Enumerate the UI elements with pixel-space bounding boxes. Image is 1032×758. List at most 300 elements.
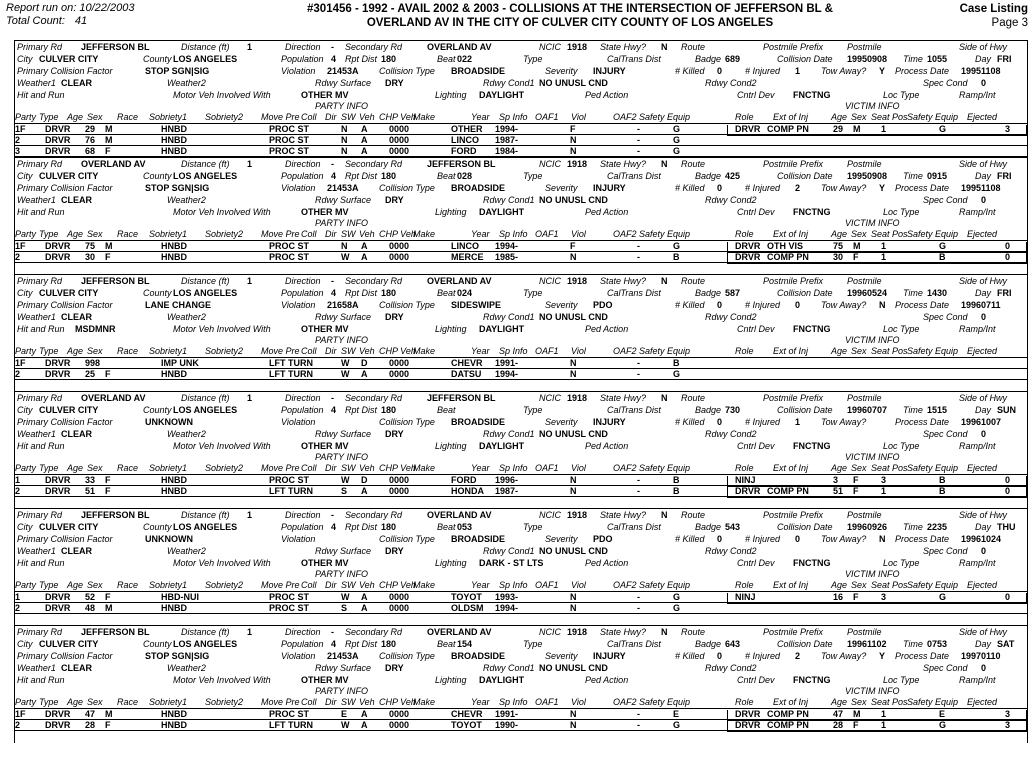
party-sw: A xyxy=(361,603,368,613)
party-sw: A xyxy=(361,241,368,251)
party-col-header: Make xyxy=(413,697,436,707)
victim-role: NINJ xyxy=(735,592,756,602)
mviw: OTHER MV xyxy=(301,558,349,568)
party-oaf1: N xyxy=(570,475,577,485)
victim-row-box xyxy=(727,487,1027,498)
victim-sex: F xyxy=(853,720,859,730)
killed: 0 xyxy=(717,534,723,544)
weather2-label: Weather2 xyxy=(167,312,206,322)
tow-away: N xyxy=(879,534,886,544)
page-number: Page 3 xyxy=(991,17,1028,29)
primary-rd: JEFFERSON BL xyxy=(81,276,150,286)
party-col-header: OAF1 xyxy=(535,112,559,122)
violation-label: Violation xyxy=(281,417,316,427)
victim-role: DRVR xyxy=(735,252,761,262)
victim-col-header: Safety Equip xyxy=(907,229,959,239)
collision-date: 19960926 xyxy=(847,522,888,532)
victim-ext-of-inj: OTH VIS xyxy=(767,241,804,251)
party-column-headers xyxy=(15,580,1027,592)
party-make: DATSU xyxy=(451,369,482,379)
party-col-header: SW xyxy=(341,112,356,122)
party-col-header: Sex xyxy=(87,697,103,707)
party-year: 1991 xyxy=(495,358,516,368)
time: 1430 xyxy=(927,288,948,298)
party-oaf2: - xyxy=(637,475,640,485)
party-chp-veh: 0000 xyxy=(389,146,410,156)
party-type: DRVR xyxy=(45,241,71,251)
severity: INJURY xyxy=(593,417,626,427)
lighting-label: Lighting xyxy=(435,324,467,334)
party-col-header: Race xyxy=(117,229,139,239)
report-title-line1: #301456 - 1992 - AVAIL 2002 & 2003 - COLLISIONS AT THE INTERSECTION OF JEFFERSON BL & xyxy=(307,3,833,15)
victim-col-header: Ext of Inj xyxy=(773,346,809,356)
victim-seat-pos: 3 xyxy=(881,592,887,602)
process-date: 19951108 xyxy=(961,183,1001,193)
severity-label: Severity xyxy=(545,651,578,661)
direction-label: Direction xyxy=(285,276,321,286)
distance: 1 xyxy=(247,42,253,52)
party-col-header: SW xyxy=(341,463,356,473)
party-col-header: SW xyxy=(341,580,356,590)
badge-label: Badge xyxy=(695,405,722,415)
victim-col-header: Ejected xyxy=(967,229,998,239)
party-oaf2: - xyxy=(637,592,640,602)
hit-and-run-label: Hit and Run xyxy=(17,324,65,334)
victim-col-header: Role xyxy=(735,463,754,473)
caltrans-dist-label: CalTrans Dist xyxy=(607,522,661,532)
party-safety-equip: G xyxy=(673,146,681,156)
party-number: 3 xyxy=(15,146,21,156)
party-col-header: Coll xyxy=(301,112,317,122)
report-header-right xyxy=(960,2,1028,30)
loc-type-label: Loc Type xyxy=(883,207,920,217)
victim-ejected: 0 xyxy=(1005,252,1011,262)
party-sobriety1: HNBD xyxy=(161,709,187,719)
party-make: CHEVR xyxy=(451,709,483,719)
lighting: DARK - ST LTS xyxy=(479,558,544,568)
party-age: 47 xyxy=(85,709,96,719)
total-count-label: Total Count: xyxy=(6,15,65,27)
spec-cond-label: Spec Cond xyxy=(923,312,968,322)
party-col-header: SW xyxy=(341,697,356,707)
killed: 0 xyxy=(717,300,723,310)
victim-role: NINJ xyxy=(735,475,756,485)
party-col-header: Viol xyxy=(571,580,586,590)
caltrans-dist-label: CalTrans Dist xyxy=(607,639,661,649)
tow-away: N xyxy=(879,300,886,310)
violation-label: Violation xyxy=(281,66,316,76)
population: 4 xyxy=(331,288,337,298)
party-move-pre: PROC ST xyxy=(269,124,310,134)
postmile-label: Postmile xyxy=(847,510,882,520)
day: FRI xyxy=(997,288,1012,298)
injured-label: # Injured xyxy=(745,300,781,310)
postmile-prefix-label: Postmile Prefix xyxy=(763,510,824,520)
victim-col-header: Safety Equip xyxy=(907,463,959,473)
party-oaf1: N xyxy=(570,135,577,145)
secondary-rd: OVERLAND AV xyxy=(427,276,492,286)
party-sw: A xyxy=(361,486,368,496)
type-label: Type xyxy=(523,54,543,64)
rdwy-cond2-label: Rdwy Cond2 xyxy=(705,546,757,556)
primary-rd: OVERLAND AV xyxy=(81,393,146,403)
party-col-header: Veh xyxy=(359,463,375,473)
beat-label: Beat xyxy=(437,405,456,415)
primary-rd: OVERLAND AV xyxy=(81,159,146,169)
party-dir: S xyxy=(341,603,348,613)
victim-role: DRVR xyxy=(735,124,761,134)
weather2-label: Weather2 xyxy=(167,663,206,673)
party-sw: A xyxy=(361,252,368,262)
party-number: 2 xyxy=(15,135,21,145)
party-year: 1993 xyxy=(495,592,516,602)
route-label: Route xyxy=(681,393,706,403)
killed-label: # Killed xyxy=(675,417,705,427)
party-sobriety1: HNBD xyxy=(161,124,187,134)
party-sw: D xyxy=(361,358,368,368)
collision-type-label: Collision Type xyxy=(379,300,435,310)
victim-col-header: Role xyxy=(735,580,754,590)
loc-type-label: Loc Type xyxy=(883,324,920,334)
party-age: 28 xyxy=(85,720,96,730)
collision-type: BROADSIDE xyxy=(451,651,506,661)
day: THU xyxy=(997,522,1016,532)
rdwy-cond1-label: Rdwy Cond1 xyxy=(483,312,535,322)
party-col-header: Sp Info xyxy=(499,580,528,590)
party-col-header: Sobriety2 xyxy=(205,346,244,356)
county: LOS ANGELES xyxy=(173,639,238,649)
mviw-label: Motor Veh Involved With xyxy=(173,558,271,568)
weather2-label: Weather2 xyxy=(167,546,206,556)
victim-col-header: Age xyxy=(831,229,848,239)
party-age: 52 xyxy=(85,592,96,602)
day-label: Day xyxy=(975,405,992,415)
party-sobriety1: HNBD xyxy=(161,252,187,262)
victim-col-header: Role xyxy=(735,697,754,707)
ramp-int-label: Ramp/Int xyxy=(959,675,996,685)
party-safety-equip: B xyxy=(673,486,680,496)
city-label: City xyxy=(17,639,33,649)
party-sw: A xyxy=(361,709,368,719)
party-make: LINCO xyxy=(451,241,479,251)
ncic: 1918 xyxy=(567,276,588,286)
party-sex: M xyxy=(105,603,113,613)
ped-action-label: Ped Action xyxy=(585,90,629,100)
party-dir: N xyxy=(341,135,348,145)
mviw: OTHER MV xyxy=(301,207,349,217)
party-age: 29 xyxy=(85,124,96,134)
caltrans-dist-label: CalTrans Dist xyxy=(607,54,661,64)
party-move-pre: PROC ST xyxy=(269,709,310,719)
county-label: County xyxy=(143,405,172,415)
party-oaf2: - xyxy=(637,252,640,262)
county: LOS ANGELES xyxy=(173,405,238,415)
rdwy-cond1: NO UNUSL CND xyxy=(539,78,608,88)
process-date-label: Process Date xyxy=(895,651,950,661)
injured: 1 xyxy=(795,417,801,427)
victim-ejected: 0 xyxy=(1005,241,1011,251)
distance: 1 xyxy=(247,159,253,169)
party-col-header: Age xyxy=(67,580,84,590)
party-sex: F xyxy=(105,592,111,602)
direction: - xyxy=(331,627,334,637)
type-label: Type xyxy=(523,171,543,181)
party-sex: F xyxy=(105,369,111,379)
cntrl-dev: FNCTNG xyxy=(793,441,831,451)
route-label: Route xyxy=(681,42,706,52)
party-col-header: Party xyxy=(15,112,37,122)
victim-col-header: Age xyxy=(831,112,848,122)
party-chp-veh: 0000 xyxy=(389,124,410,134)
time: 0753 xyxy=(927,639,948,649)
party-number: 2 xyxy=(15,720,21,730)
party-row xyxy=(15,135,1027,146)
party-info-title: PARTY INFO xyxy=(315,218,369,228)
victim-sex: F xyxy=(853,475,859,485)
day-label: Day xyxy=(975,54,992,64)
weather2-label: Weather2 xyxy=(167,429,206,439)
party-col-header: Veh xyxy=(359,580,375,590)
party-sp-info: - xyxy=(515,475,518,485)
primary-rd: JEFFERSON BL xyxy=(81,510,150,520)
primary-rd: JEFFERSON BL xyxy=(81,42,150,52)
secondary-rd: OVERLAND AV xyxy=(427,510,492,520)
county-label: County xyxy=(143,639,172,649)
party-info-title: PARTY INFO xyxy=(315,569,369,579)
party-oaf2: - xyxy=(637,720,640,730)
killed-label: # Killed xyxy=(675,183,705,193)
party-dir: W xyxy=(341,252,350,262)
killed: 0 xyxy=(717,183,723,193)
party-col-header: Veh xyxy=(359,112,375,122)
party-chp-veh: 0000 xyxy=(389,369,410,379)
cntrl-dev-label: Cntrl Dev xyxy=(737,90,775,100)
party-col-header: Coll xyxy=(301,697,317,707)
badge-label: Badge xyxy=(695,171,722,181)
rdwy-cond1: NO UNUSL CND xyxy=(539,429,608,439)
process-date-label: Process Date xyxy=(895,300,950,310)
time-label: Time xyxy=(903,522,923,532)
beat-label: Beat xyxy=(437,288,456,298)
party-col-header: Year xyxy=(471,697,490,707)
party-col-header: OAF1 xyxy=(535,697,559,707)
party-col-header: Race xyxy=(117,463,139,473)
distance: 1 xyxy=(247,510,253,520)
ramp-int-label: Ramp/Int xyxy=(959,558,996,568)
victim-col-header: Sex xyxy=(851,463,867,473)
party-age: 48 xyxy=(85,603,96,613)
badge-label: Badge xyxy=(695,54,722,64)
victim-sex: M xyxy=(853,241,861,251)
victim-info-title: VICTIM INFO xyxy=(845,335,900,345)
rpt-dist: 180 xyxy=(381,288,397,298)
party-move-pre: PROC ST xyxy=(269,603,310,613)
collision-type-label: Collision Type xyxy=(379,183,435,193)
party-col-header: Move Pre xyxy=(261,346,300,356)
county: LOS ANGELES xyxy=(173,522,238,532)
severity-label: Severity xyxy=(545,183,578,193)
rpt-dist: 180 xyxy=(381,54,397,64)
hit-and-run-label: Hit and Run xyxy=(17,558,65,568)
party-sp-info: - xyxy=(515,603,518,613)
party-col-header: Sobriety2 xyxy=(205,112,244,122)
party-dir: W xyxy=(341,475,350,485)
party-col-header: OAF1 xyxy=(535,580,559,590)
party-col-header: Safety Equip xyxy=(639,112,691,122)
party-sp-info: - xyxy=(515,720,518,730)
time-label: Time xyxy=(903,288,923,298)
party-sw: D xyxy=(361,475,368,485)
victim-col-header: Safety Equip xyxy=(907,697,959,707)
victim-safety-equip: B xyxy=(939,486,946,496)
party-sw: A xyxy=(361,146,368,156)
victim-col-header: Seat Pos xyxy=(871,229,908,239)
beat-label: Beat xyxy=(437,522,456,532)
party-age: 25 xyxy=(85,369,96,379)
party-col-header: Sobriety2 xyxy=(205,580,244,590)
party-col-header: Safety Equip xyxy=(639,346,691,356)
spec-cond: 0 xyxy=(981,78,987,88)
lighting: DAYLIGHT xyxy=(479,441,525,451)
party-chp-veh: 0000 xyxy=(389,709,410,719)
party-col-header: Year xyxy=(471,346,490,356)
rpt-dist: 180 xyxy=(381,171,397,181)
party-age: 30 xyxy=(85,252,96,262)
type-label: Type xyxy=(523,288,543,298)
party-col-header: Viol xyxy=(571,463,586,473)
party-number: 2 xyxy=(15,603,21,613)
party-row xyxy=(15,146,1027,157)
collision-date: 19950908 xyxy=(847,171,888,181)
violation-label: Violation xyxy=(281,651,316,661)
population: 4 xyxy=(331,171,337,181)
party-sp-info: - xyxy=(515,146,518,156)
party-col-header: Coll xyxy=(301,463,317,473)
ncic: 1918 xyxy=(567,159,588,169)
party-col-header: Sp Info xyxy=(499,229,528,239)
collision-type-label: Collision Type xyxy=(379,417,435,427)
party-make: OTHER xyxy=(451,124,483,134)
party-age: 76 xyxy=(85,135,96,145)
rpt-dist-label: Rpt Dist xyxy=(345,171,378,181)
party-row xyxy=(15,369,1027,380)
victim-sex: M xyxy=(853,124,861,134)
mviw-label: Motor Veh Involved With xyxy=(173,90,271,100)
violation-label: Violation xyxy=(281,300,316,310)
victim-age: 29 xyxy=(833,124,844,134)
collision-record xyxy=(14,157,1028,275)
run-date-label: Report run on: xyxy=(6,2,77,14)
primary-rd-label: Primary Rd xyxy=(17,510,63,520)
weather2-label: Weather2 xyxy=(167,78,206,88)
pcf-label: Primary Collision Factor xyxy=(17,66,113,76)
party-make: LINCO xyxy=(451,135,479,145)
spec-cond: 0 xyxy=(981,312,987,322)
party-age: 75 xyxy=(85,241,96,251)
side-of-hwy-label: Side of Hwy xyxy=(959,159,1008,169)
secondary-rd-label: Secondary Rd xyxy=(345,42,403,52)
party-number: 1F xyxy=(15,709,26,719)
party-col-header: Sobriety1 xyxy=(149,580,188,590)
party-col-header: Make xyxy=(413,229,436,239)
primary-rd-label: Primary Rd xyxy=(17,393,63,403)
victim-col-header: Ext of Inj xyxy=(773,463,809,473)
victim-col-header: Age xyxy=(831,697,848,707)
rpt-dist-label: Rpt Dist xyxy=(345,405,378,415)
victim-age: 3 xyxy=(833,475,839,485)
party-col-header: Dir xyxy=(325,463,337,473)
side-of-hwy-label: Side of Hwy xyxy=(959,510,1008,520)
party-sp-info: - xyxy=(515,358,518,368)
party-year: 1984 xyxy=(495,146,516,156)
party-sobriety1: HNBD xyxy=(161,720,187,730)
party-col-header: OAF1 xyxy=(535,463,559,473)
injured-label: # Injured xyxy=(745,183,781,193)
pcf-label: Primary Collision Factor xyxy=(17,183,113,193)
party-sw: A xyxy=(361,720,368,730)
party-col-header: Type xyxy=(39,229,59,239)
rdwy-surface-label: Rdwy Surface xyxy=(315,663,372,673)
party-col-header: CHP Veh xyxy=(379,697,416,707)
mviw: OTHER MV xyxy=(301,90,349,100)
party-safety-equip: G xyxy=(673,603,681,613)
tow-away-label: Tow Away? xyxy=(821,417,867,427)
victim-col-header: Safety Equip xyxy=(907,346,959,356)
party-col-header: Dir xyxy=(325,580,337,590)
party-age: 51 xyxy=(85,486,96,496)
party-col-header: Move Pre xyxy=(261,229,300,239)
party-col-header: Viol xyxy=(571,112,586,122)
party-chp-veh: 0000 xyxy=(389,358,410,368)
loc-type-label: Loc Type xyxy=(883,558,920,568)
victim-sex: F xyxy=(853,592,859,602)
party-dir: E xyxy=(341,709,348,719)
ncic-label: NCIC xyxy=(539,159,561,169)
victim-col-header: Safety Equip xyxy=(907,112,959,122)
party-make: HONDA xyxy=(451,486,484,496)
direction-label: Direction xyxy=(285,42,321,52)
party-oaf2: - xyxy=(637,135,640,145)
party-number: 1F xyxy=(15,358,26,368)
killed-label: # Killed xyxy=(675,300,705,310)
state-hwy-label: State Hwy? xyxy=(600,627,647,637)
party-sobriety1: HNBD xyxy=(161,486,187,496)
victim-seat-pos: 3 xyxy=(881,475,887,485)
secondary-rd-label: Secondary Rd xyxy=(345,159,403,169)
population-label: Population xyxy=(281,54,324,64)
party-sobriety1: HNBD xyxy=(161,603,187,613)
beat: 024 xyxy=(457,288,473,298)
party-col-header: Year xyxy=(471,463,490,473)
victim-col-header: Ejected xyxy=(967,580,998,590)
victim-sex: F xyxy=(853,486,859,496)
party-col-header: Make xyxy=(413,463,436,473)
party-col-header: Viol xyxy=(571,229,586,239)
party-sw: A xyxy=(361,135,368,145)
party-col-header: Sp Info xyxy=(499,346,528,356)
severity-label: Severity xyxy=(545,534,578,544)
distance: 1 xyxy=(247,276,253,286)
collision-record xyxy=(14,40,1028,158)
party-col-header: Party xyxy=(15,346,37,356)
spec-cond: 0 xyxy=(981,195,987,205)
party-col-header: Coll xyxy=(301,580,317,590)
distance-label: Distance (ft) xyxy=(181,393,230,403)
primary-rd-label: Primary Rd xyxy=(17,627,63,637)
victim-seat-pos: 1 xyxy=(881,252,887,262)
victim-col-header: Sex xyxy=(851,346,867,356)
party-sex: F xyxy=(105,486,111,496)
